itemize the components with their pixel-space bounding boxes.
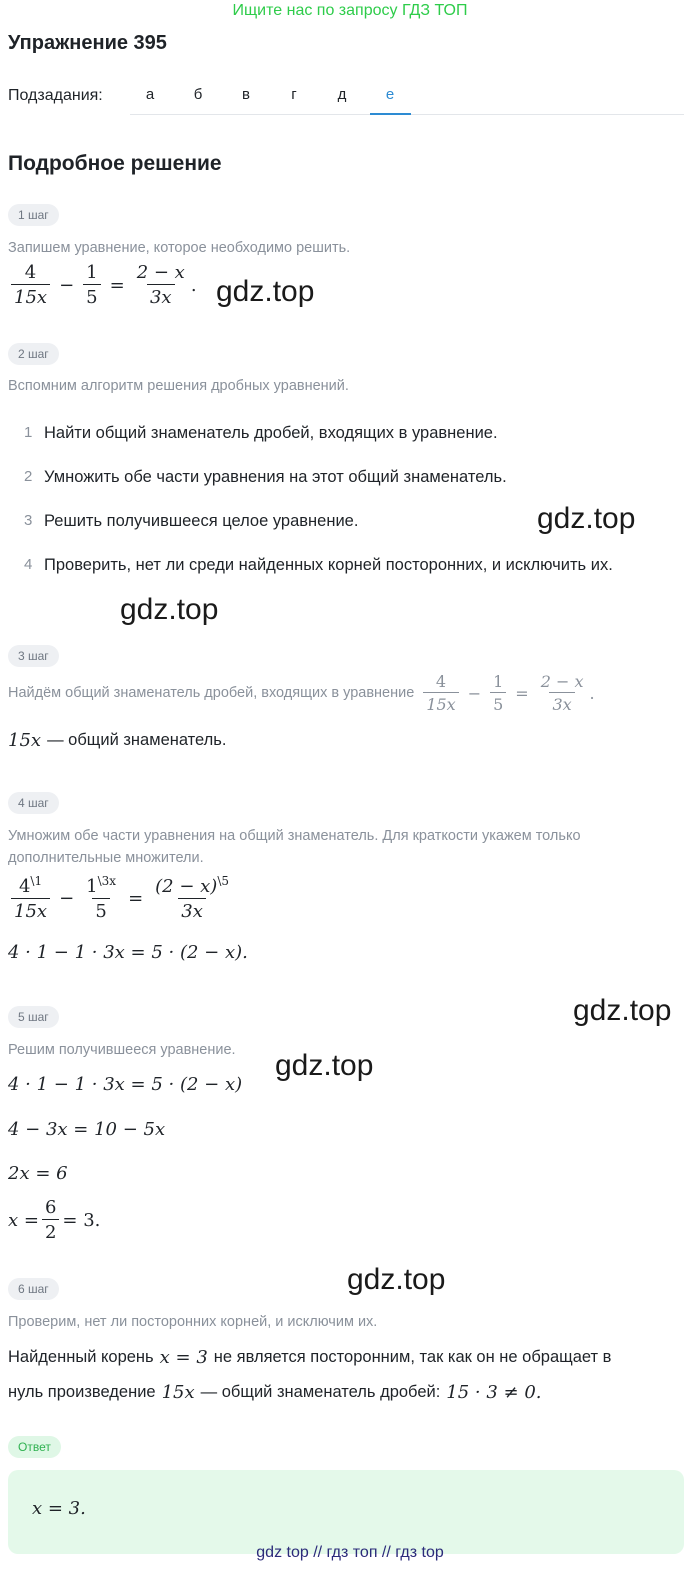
step-badge: 3 шаг xyxy=(8,645,59,667)
search-banner[interactable]: Ищите нас по запросу ГДЗ ТОП xyxy=(232,2,468,19)
equation: x = $\frac{6}{2}$ = 3. xyxy=(8,1197,101,1243)
result-line: 15x — общий знаменатель. xyxy=(8,730,227,751)
step-text: Найдём общий знаменатель дробей, входящих в уравнение $\frac{4}{15x}$ − $\frac{1}{5}$ = $\frac{2 - x}{3x}$ . xyxy=(8,672,595,714)
tab-v[interactable]: в xyxy=(242,86,250,103)
equation: 2x = 6 xyxy=(8,1163,68,1184)
watermark: gdz.top xyxy=(120,593,219,626)
list-item: 3 Решить получившееся целое уравнение. xyxy=(24,512,359,530)
answer-box xyxy=(8,1470,684,1554)
step-text: Вспомним алгоритм решения дробных уравнений. xyxy=(8,378,349,394)
list-item: 4 Проверить, нет ли среди найденных корней посторонних, и исключить их. xyxy=(24,556,613,574)
step-text: дополнительные множители. xyxy=(8,850,204,866)
check-line: нуль произведение 15x — общий знаменатель дробей: 15 · 3 ≠ 0. xyxy=(8,1382,542,1403)
step-badge: 1 шаг xyxy=(8,204,59,226)
equation: $\frac{4}{15x}$ − $\frac{1}{5}$ = $\frac{2 - x}{3x}$ . xyxy=(8,262,197,308)
answer-value: x = 3. xyxy=(32,1498,86,1519)
watermark: gdz.top xyxy=(347,1263,446,1296)
tab-b[interactable]: б xyxy=(193,86,203,103)
step-badge: 6 шаг xyxy=(8,1278,59,1300)
equation: 4 − 3x = 10 − 5x xyxy=(8,1119,166,1140)
equation: 4 · 1 − 1 · 3x = 5 · (2 − x) xyxy=(8,1074,243,1095)
tab-a[interactable]: а xyxy=(145,86,155,103)
tab-d[interactable]: д xyxy=(337,86,347,103)
step-text: Решим получившееся уравнение. xyxy=(8,1042,236,1058)
list-item: 1 Найти общий знаменатель дробей, входящих в уравнение. xyxy=(24,424,498,442)
answer-badge: Ответ xyxy=(8,1436,61,1458)
step-badge: 5 шаг xyxy=(8,1006,59,1028)
list-item: 2 Умножить обе части уравнения на этот общий знаменатель. xyxy=(24,468,507,486)
active-tab-indicator xyxy=(370,113,411,115)
watermark: gdz.top xyxy=(275,1049,374,1082)
section-title: Подробное решение xyxy=(8,152,222,175)
step-text: Умножим обе части уравнения на общий знаменатель. Для краткости укажем только xyxy=(8,828,581,844)
tab-e[interactable]: е xyxy=(385,86,395,103)
tab-g[interactable]: г xyxy=(291,86,297,103)
step-badge: 4 шаг xyxy=(8,792,59,814)
equation: 4 · 1 − 1 · 3x = 5 · (2 − x). xyxy=(8,942,248,963)
step-text: Проверим, нет ли посторонних корней, и исключим их. xyxy=(8,1314,378,1330)
watermark: gdz.top xyxy=(537,502,636,535)
step-badge: 2 шаг xyxy=(8,343,59,365)
check-line: Найденный корень x = 3 не является посторонним, так как он не обращает в xyxy=(8,1347,612,1368)
page-title: Упражнение 395 xyxy=(8,32,167,54)
step-text: Запишем уравнение, которое необходимо решить. xyxy=(8,240,351,256)
equation: $\frac{4^{\backslash 1}}{15x}$ − $\frac{1^{\backslash 3x}}{5}$ = $\frac{(2 - x)^{\backslash 5}}{3x}$ xyxy=(8,874,235,922)
subtasks-label: Подзадания: xyxy=(8,87,103,104)
watermark: gdz.top xyxy=(216,275,315,308)
footer-links[interactable]: gdz top // гдз топ // гдз top xyxy=(256,1544,444,1561)
watermark: gdz.top xyxy=(573,994,672,1027)
